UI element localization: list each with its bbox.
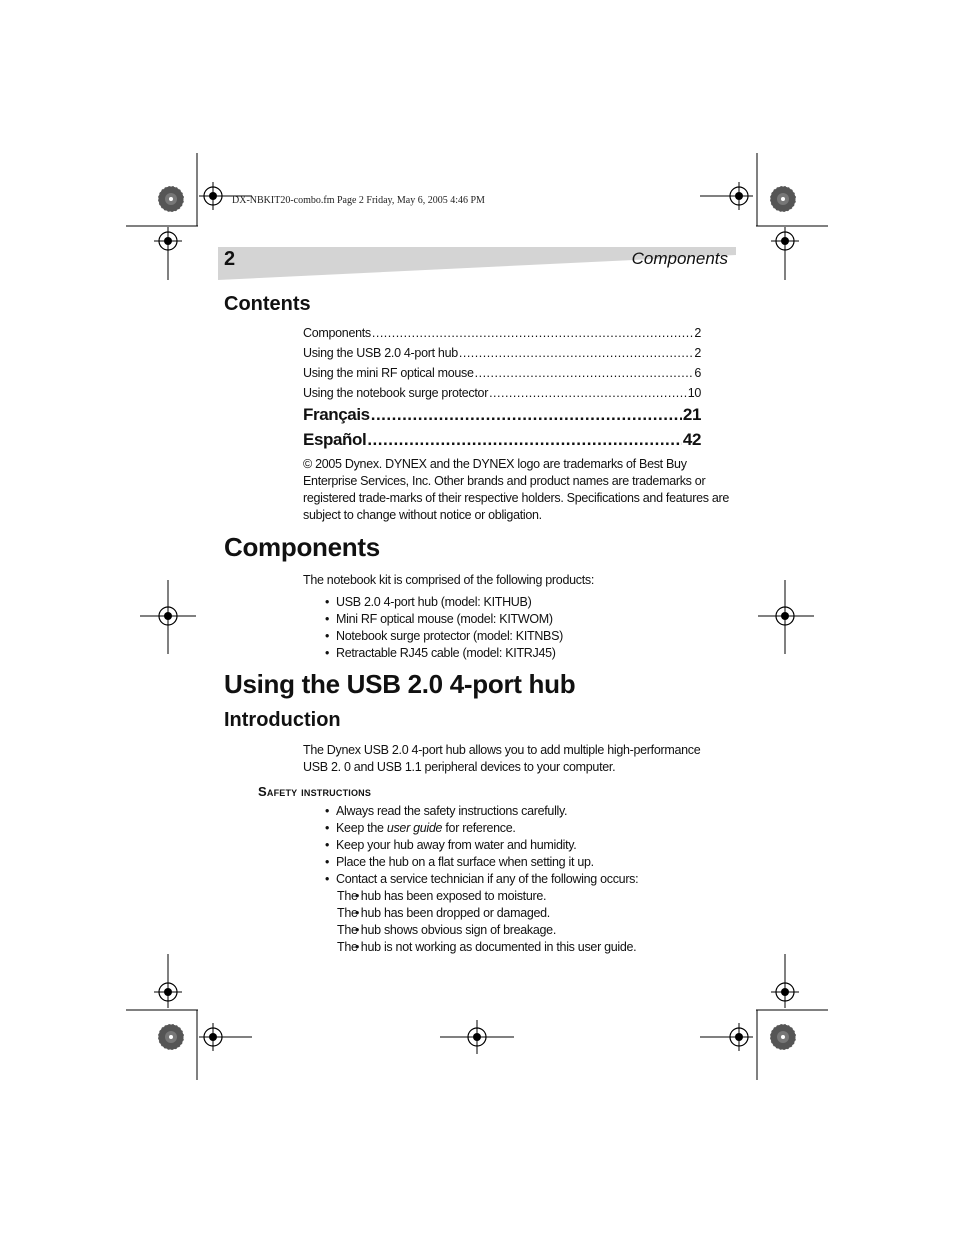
- safety-heading: Safety instructions: [258, 784, 372, 799]
- toc-page: 2: [694, 346, 701, 360]
- usb-hub-heading: Using the USB 2.0 4-port hub: [224, 669, 576, 699]
- print-slug: DX-NBKIT20-combo.fm Page 2 Friday, May 6, 2005 4:46 PM: [232, 195, 485, 206]
- user-guide-emphasis: user guide: [386, 821, 443, 836]
- introduction-text: The Dynex USB 2.0 4-port hub allows you to add multiple high-performance USB 2. 0 and USB 1.1 peripheral devices to your computer.: [303, 743, 701, 774]
- safety-list: [303, 803, 638, 888]
- running-title: Components: [631, 249, 728, 268]
- toc-page: 10: [687, 386, 701, 400]
- list-item: • Retractable RJ45 cable (model: KITRJ45): [303, 645, 563, 662]
- list-item: • Notebook surge protector (model: KITNBS): [303, 628, 563, 645]
- list-item: • The hub has been exposed to moisture.: [320, 888, 636, 905]
- toc-label: Français: [303, 405, 370, 424]
- toc-entry[interactable]: [303, 326, 701, 340]
- list-item: • Always read the safety instructions carefully.: [303, 803, 638, 820]
- safety-sublist: [320, 888, 636, 956]
- toc-label: Español: [303, 430, 367, 449]
- toc-page: 42: [682, 430, 701, 449]
- toc-label: Using the notebook surge protector: [303, 386, 489, 400]
- toc-language-entry[interactable]: [303, 430, 701, 450]
- copyright-notice: © 2005 Dynex. DYNEX and the DYNEX logo are trademarks of Best Buy Enterprise Services, Inc. Other brands and product names are trademarks or registered trade-marks of their respective holders. Specifications and features are subject to change without notice or obligation.: [303, 457, 730, 522]
- list-item: • Contact a service technician if any of the following occurs:: [303, 871, 638, 888]
- list-item: • Keep your hub away from water and humidity.: [303, 837, 638, 854]
- list-item: [303, 820, 638, 837]
- list-item: • The hub has been dropped or damaged.: [320, 905, 636, 922]
- list-item: • Mini RF optical mouse (model: KITWOM): [303, 611, 563, 628]
- toc-label: Components: [303, 326, 371, 340]
- page-number: 2: [224, 248, 236, 270]
- list-item-text: Keep the: [336, 821, 387, 836]
- list-item: • The hub is not working as documented in this user guide.: [320, 939, 636, 956]
- contents-heading: Contents: [224, 293, 311, 315]
- introduction-heading: Introduction: [224, 709, 341, 731]
- toc-page: 2: [694, 326, 701, 340]
- list-item: • Place the hub on a flat surface when setting it up.: [303, 854, 638, 871]
- toc-entry[interactable]: [303, 366, 701, 380]
- list-item: • The hub shows obvious sign of breakage.: [320, 922, 636, 939]
- toc-entry[interactable]: [303, 386, 701, 400]
- toc-label: Using the USB 2.0 4-port hub: [303, 346, 458, 360]
- list-item-text: for reference.: [442, 821, 516, 836]
- components-intro: The notebook kit is comprised of the following products:: [303, 573, 595, 587]
- components-list: [303, 594, 563, 662]
- toc-label: Using the mini RF optical mouse: [303, 366, 474, 380]
- toc-entry[interactable]: [303, 346, 701, 360]
- toc-page: 21: [682, 405, 701, 424]
- toc-page: 6: [694, 366, 701, 380]
- toc-language-entry[interactable]: [303, 405, 701, 425]
- components-heading: Components: [224, 532, 380, 562]
- list-item: • USB 2.0 4-port hub (model: KITHUB): [303, 594, 563, 611]
